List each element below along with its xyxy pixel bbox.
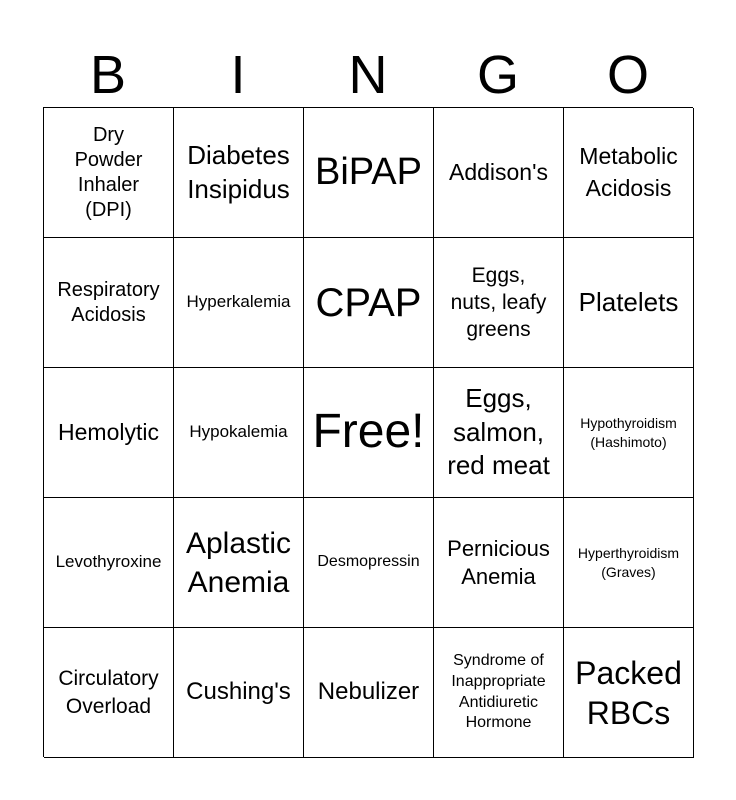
bingo-cell[interactable] (44, 498, 174, 628)
cell-label: Pernicious Anemia (447, 536, 550, 589)
header-letter-b: B (89, 45, 127, 105)
bingo-cell[interactable] (434, 498, 564, 628)
cell-label: Hypothyroidism (Hashimoto) (580, 415, 677, 450)
cell-label: Cushing's (186, 678, 291, 706)
cell-label: Hyperkalemia (186, 292, 291, 312)
cell-label: Platelets (578, 286, 679, 317)
cell-label: CPAP (315, 280, 422, 325)
cell-label: Nebulizer (317, 678, 420, 706)
cell-label: Packed RBCs (575, 654, 682, 731)
bingo-cell[interactable] (434, 628, 564, 758)
bingo-cell[interactable] (174, 498, 304, 628)
bingo-header (43, 42, 693, 108)
cell-label: Addison's (448, 158, 548, 185)
bingo-cell[interactable] (304, 238, 434, 368)
cell-label: Hemolytic (58, 418, 159, 445)
bingo-cell[interactable] (44, 108, 174, 238)
bingo-cell[interactable] (434, 368, 564, 498)
header-letter-g: G (476, 45, 519, 105)
header-letter-o: O (606, 45, 649, 105)
header-letter-n: N (348, 45, 388, 105)
cell-label: Hypokalemia (189, 422, 288, 442)
bingo-cell[interactable] (44, 238, 174, 368)
bingo-cell[interactable] (304, 628, 434, 758)
cell-label: Aplastic Anemia (185, 526, 292, 599)
cell-label: Eggs, salmon, red meat (447, 382, 550, 481)
bingo-cell[interactable] (174, 628, 304, 758)
bingo-cell[interactable] (564, 108, 694, 238)
bingo-cell[interactable] (304, 108, 434, 238)
cell-label: Circulatory Overload (58, 667, 159, 718)
bingo-cell[interactable] (304, 498, 434, 628)
cell-label: Metabolic Acidosis (579, 143, 678, 201)
bingo-cell[interactable] (44, 628, 174, 758)
cell-label: Levothyroxine (55, 552, 162, 572)
cell-label: Diabetes Insipidus (187, 139, 290, 204)
cell-label: Eggs, nuts, leafy greens (450, 263, 547, 342)
bingo-board (43, 107, 693, 757)
cell-label: BiPAP (314, 150, 422, 193)
bingo-cell[interactable] (174, 108, 304, 238)
bingo-cell[interactable] (174, 238, 304, 368)
cell-label: Dry Powder Inhaler (DPI) (74, 123, 143, 221)
bingo-cell[interactable] (564, 238, 694, 368)
bingo-cell[interactable] (564, 368, 694, 498)
bingo-cell[interactable] (434, 108, 564, 238)
bingo-cell[interactable] (44, 368, 174, 498)
cell-label: Desmopressin (317, 553, 420, 571)
cell-label: Respiratory Acidosis (57, 278, 160, 326)
bingo-cell[interactable] (434, 238, 564, 368)
bingo-cell[interactable] (174, 368, 304, 498)
bingo-cell[interactable] (564, 498, 694, 628)
cell-label: Free! (312, 405, 425, 459)
cell-label: Syndrome of Inappropriate Antidiuretic Hormone (451, 651, 546, 732)
bingo-cell[interactable] (304, 368, 434, 498)
cell-label: Hyperthyroidism (Graves) (577, 545, 680, 580)
bingo-cell[interactable] (564, 628, 694, 758)
header-letter-i: I (230, 45, 246, 105)
